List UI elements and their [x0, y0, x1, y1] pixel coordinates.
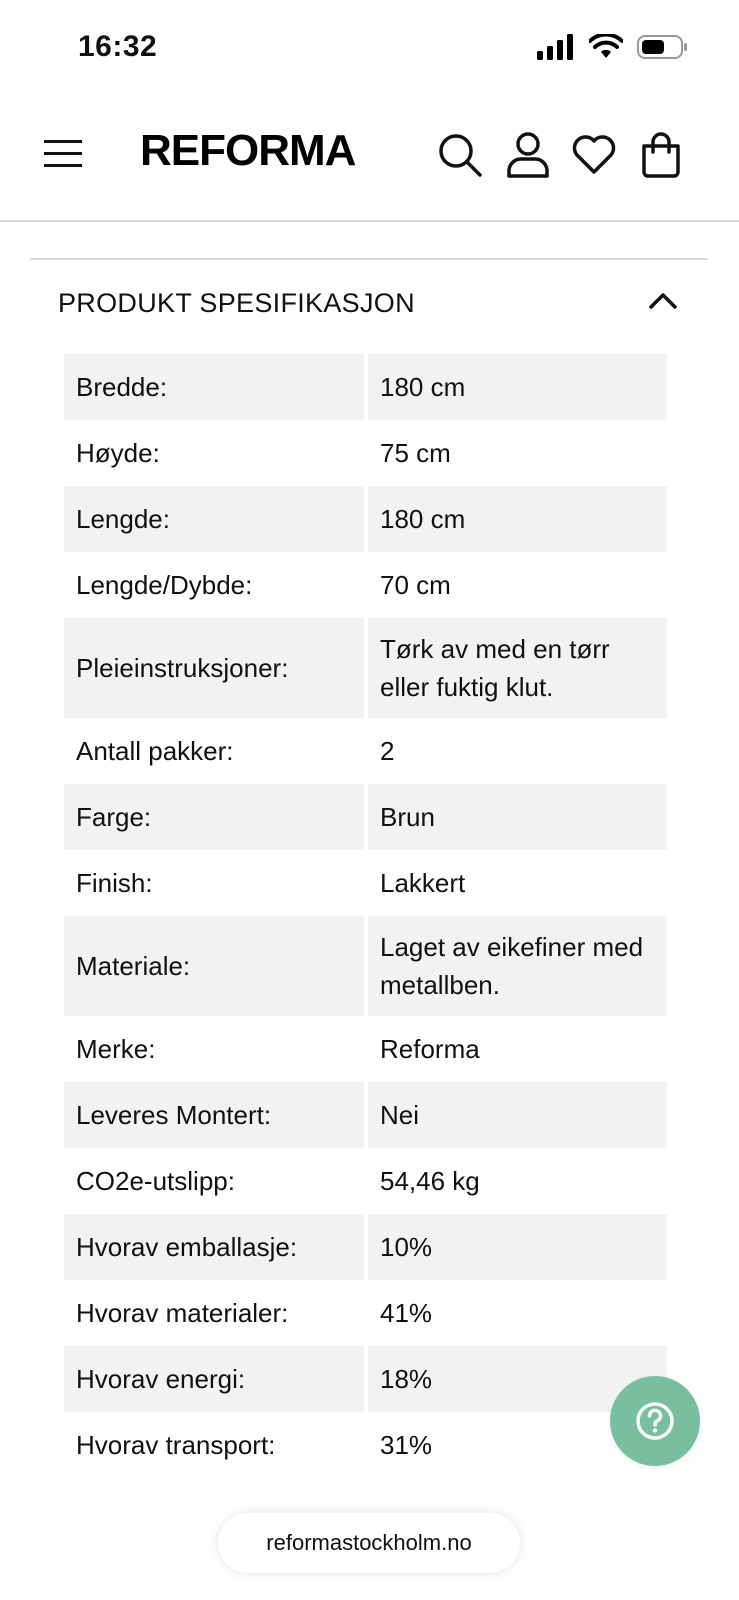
spec-value: 31%: [380, 1430, 433, 1460]
spec-row: [64, 552, 667, 618]
spec-label: Lengde/Dybde:: [76, 570, 253, 600]
help-button[interactable]: [610, 1376, 700, 1466]
spec-row: [64, 618, 667, 718]
cellular-signal-icon: [537, 34, 575, 65]
spec-value: Lakkert: [380, 868, 466, 898]
spec-value: 10%: [368, 1214, 667, 1280]
spec-label: Leveres Montert:: [64, 1082, 364, 1148]
menu-icon: [44, 134, 84, 174]
spec-row: [64, 718, 667, 784]
spec-label: Hvorav energi:: [64, 1346, 364, 1412]
account-button[interactable]: [506, 132, 552, 178]
search-button[interactable]: [437, 132, 483, 178]
battery-icon: [637, 34, 689, 65]
status-icons: [537, 34, 689, 65]
spec-value: 41%: [380, 1298, 433, 1328]
spec-value: 54,46 kg: [380, 1166, 480, 1196]
spec-table: [60, 354, 671, 1478]
site-header: [0, 96, 739, 222]
spec-row: [64, 784, 667, 850]
spec-value: 75 cm: [380, 438, 451, 468]
spec-row: [64, 420, 667, 486]
search-icon: [437, 132, 483, 178]
cart-button[interactable]: [640, 132, 686, 178]
spec-value: Nei: [368, 1082, 667, 1148]
wishlist-heart-icon: [572, 132, 616, 178]
status-time: 16:32: [78, 30, 158, 63]
spec-value: 2: [380, 736, 395, 766]
spec-row: [64, 1412, 667, 1478]
spec-label: Finish:: [76, 868, 153, 898]
chevron-up-icon: [648, 288, 678, 312]
spec-row: [64, 1082, 667, 1148]
spec-label: CO2e-utslipp:: [76, 1166, 235, 1196]
spec-row: [64, 1148, 667, 1214]
spec-label: Materiale:: [64, 916, 364, 1016]
spec-label: Hvorav emballasje:: [64, 1214, 364, 1280]
spec-row: [64, 354, 667, 420]
wishlist-button[interactable]: [572, 132, 618, 178]
section-title: PRODUKT SPESIFIKASJON: [58, 288, 415, 318]
spec-label: Antall pakker:: [76, 736, 234, 766]
menu-button[interactable]: [44, 134, 84, 174]
spec-label: Merke:: [76, 1034, 156, 1064]
spec-value: 70 cm: [380, 570, 451, 600]
section-divider: [30, 258, 708, 260]
spec-label: Bredde:: [64, 354, 364, 420]
wifi-icon: [589, 34, 623, 65]
account-icon: [506, 132, 550, 178]
product-spec-accordion-header[interactable]: [30, 262, 708, 348]
spec-row: [64, 1280, 667, 1346]
spec-label: Høyde:: [76, 438, 160, 468]
spec-value: Reforma: [380, 1034, 480, 1064]
spec-label: Hvorav transport:: [76, 1430, 276, 1460]
spec-row: [64, 1346, 667, 1412]
spec-label: Farge:: [64, 784, 364, 850]
spec-value: 18%: [368, 1346, 667, 1412]
spec-value: 180 cm: [368, 354, 667, 420]
status-bar: [0, 0, 739, 96]
reforma-logo[interactable]: REFORMA: [140, 126, 356, 175]
spec-label: Pleieinstruksjoner:: [64, 618, 364, 718]
spec-value: Laget av eikefiner med metallben.: [368, 916, 667, 1016]
spec-row: [64, 486, 667, 552]
spec-label: Lengde:: [64, 486, 364, 552]
spec-value: Tørk av med en tørr eller fuktig klut.: [368, 618, 667, 718]
spec-row: [64, 916, 667, 1016]
shopping-bag-icon: [640, 132, 682, 178]
spec-value: 180 cm: [368, 486, 667, 552]
spec-row: [64, 1214, 667, 1280]
spec-label: Hvorav materialer:: [76, 1298, 289, 1328]
browser-url-bar[interactable]: reformastockholm.no: [218, 1513, 520, 1573]
question-mark-icon: [635, 1401, 675, 1441]
spec-row: [64, 850, 667, 916]
spec-value: Brun: [368, 784, 667, 850]
spec-row: [64, 1016, 667, 1082]
